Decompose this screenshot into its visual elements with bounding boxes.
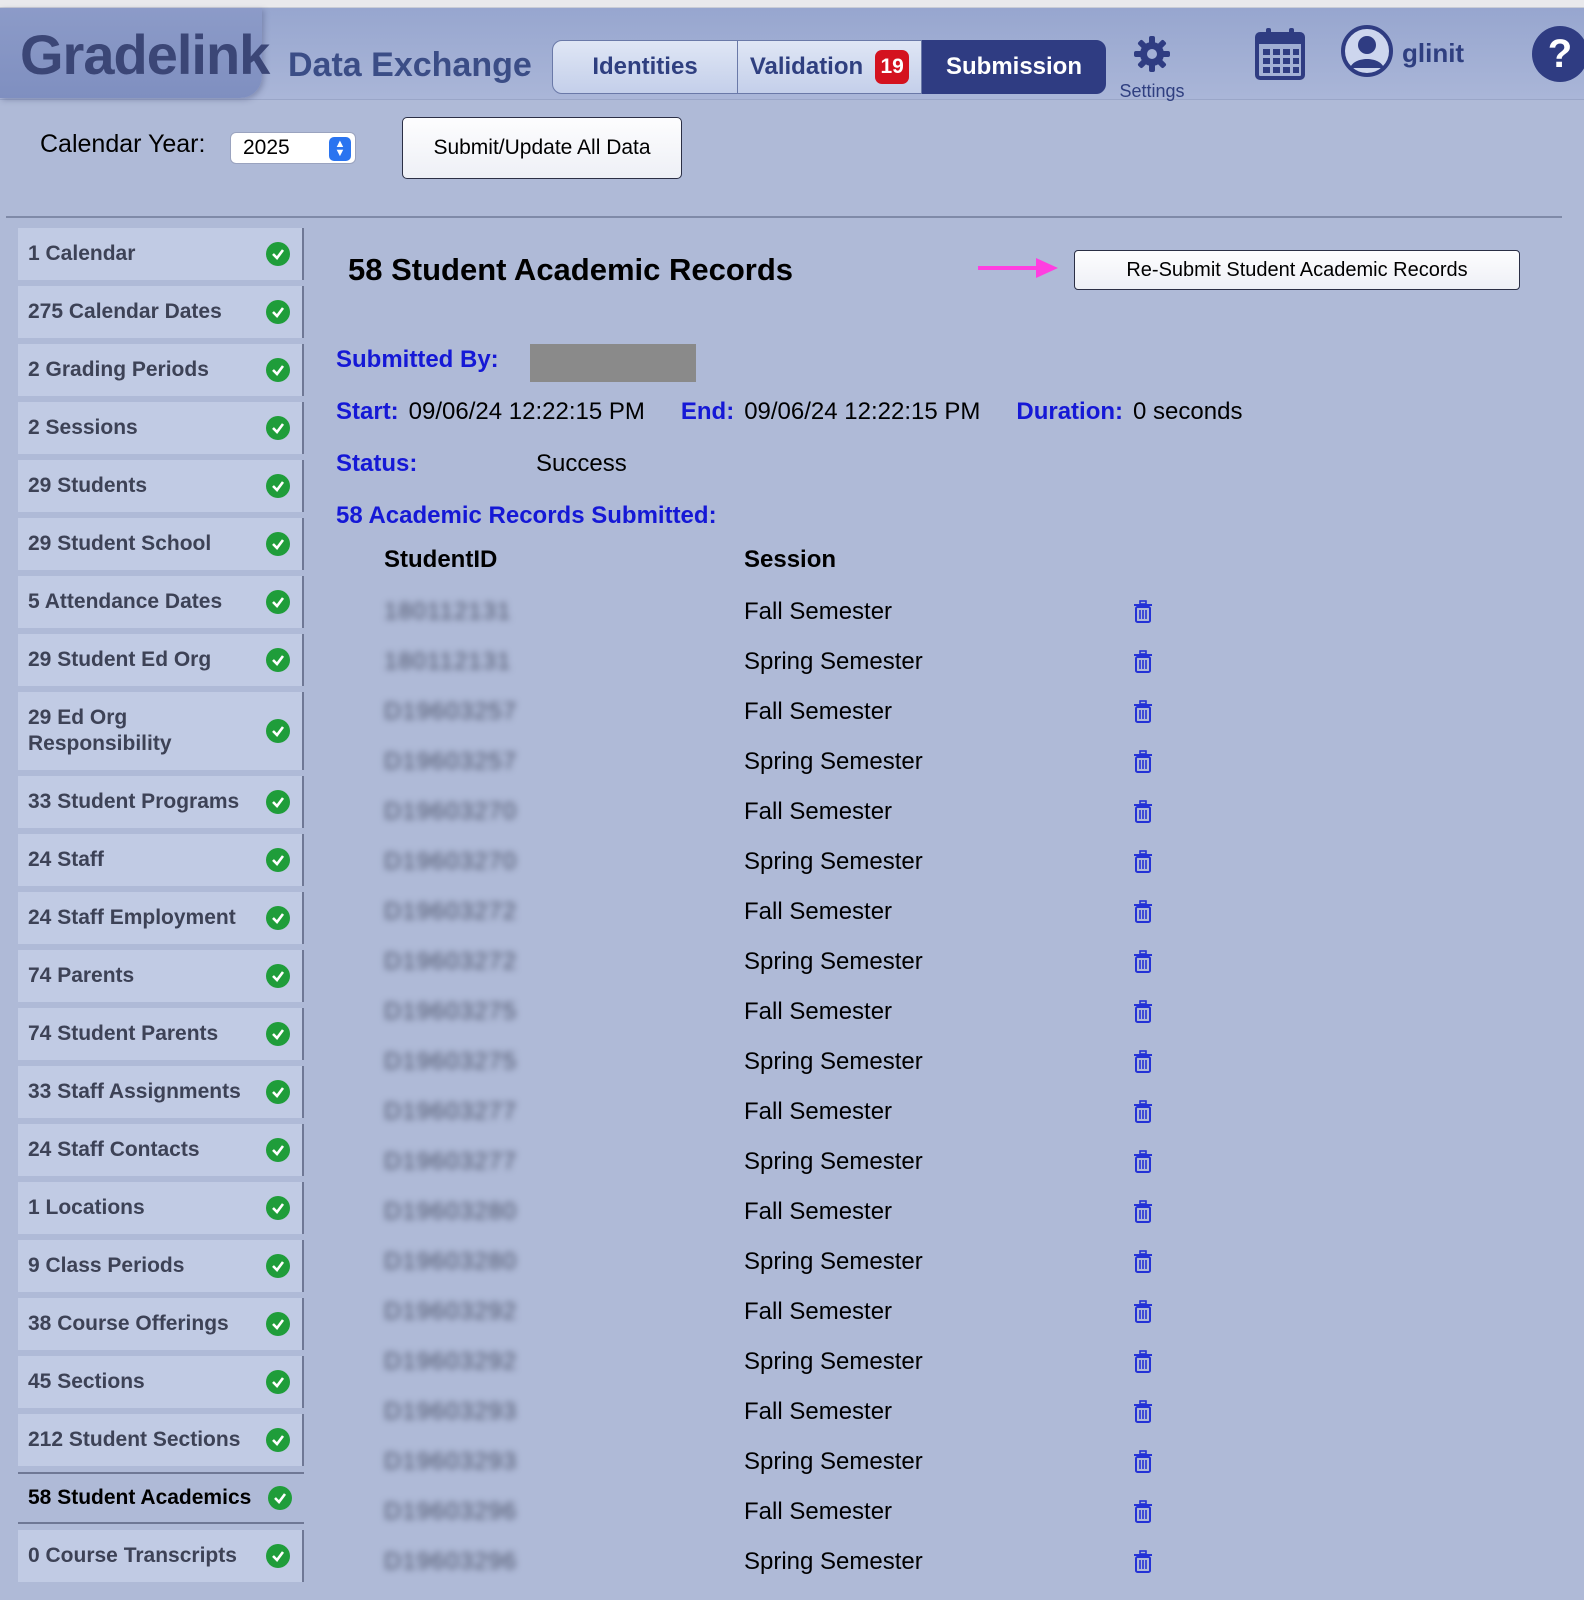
table-row <box>0 1438 1584 1488</box>
check-icon <box>266 416 290 440</box>
sidebar-item[interactable] <box>18 460 304 512</box>
student-id-cell: D19603293 <box>384 1448 518 1475</box>
session-cell: Spring Semester <box>744 1148 923 1175</box>
trash-icon[interactable] <box>1132 1300 1154 1329</box>
session-cell: Spring Semester <box>744 1348 923 1375</box>
session-cell: Spring Semester <box>744 1248 923 1275</box>
sidebar-item-label: 29 Student Ed Org <box>28 648 212 671</box>
tab-identities-label: Identities <box>592 53 698 80</box>
session-cell: Fall Semester <box>744 1298 893 1325</box>
trash-icon[interactable] <box>1132 1350 1154 1379</box>
tab-identities[interactable] <box>552 40 738 94</box>
sidebar-item-label: 29 Students <box>28 474 148 497</box>
tab-validation-label: Validation <box>749 53 864 80</box>
trash-icon[interactable] <box>1132 1000 1154 1029</box>
end-label: End: <box>680 398 735 425</box>
student-id-cell: D19603257 <box>384 748 518 775</box>
sidebar-item[interactable] <box>18 402 304 454</box>
username: glinit <box>1402 38 1465 68</box>
redacted-submitter <box>530 344 696 382</box>
app-title: Data Exchange <box>288 46 532 84</box>
session-cell: Spring Semester <box>744 1448 923 1475</box>
start-label: Start: <box>336 398 399 425</box>
records-table <box>0 588 1584 1588</box>
check-icon <box>266 358 290 382</box>
logo-block <box>0 8 270 98</box>
session-cell: Spring Semester <box>744 648 923 675</box>
check-icon <box>266 242 290 266</box>
logo: Gradelink <box>20 23 270 86</box>
duration-label: Duration: <box>1016 398 1124 425</box>
table-row <box>0 938 1584 988</box>
student-id-cell: D19603292 <box>384 1348 518 1375</box>
student-id-cell: D19603280 <box>384 1248 518 1275</box>
student-id-cell: 180112131 <box>384 598 512 625</box>
check-icon <box>266 300 290 324</box>
main-tabs <box>552 40 1106 94</box>
check-icon <box>266 474 290 498</box>
column-header-studentid: StudentID <box>384 546 498 573</box>
trash-icon[interactable] <box>1132 1450 1154 1479</box>
student-id-cell: D19603277 <box>384 1098 518 1125</box>
sidebar-item-label: 2 Sessions <box>28 416 138 439</box>
session-cell: Fall Semester <box>744 1498 893 1525</box>
table-row <box>0 1488 1584 1538</box>
student-id-cell: D19603272 <box>384 948 518 975</box>
help-label: ? <box>1547 31 1573 76</box>
table-row <box>0 688 1584 738</box>
sidebar-item-label: 29 Ed Org Responsibility <box>28 706 172 755</box>
resubmit-button[interactable]: Re-Submit Student Academic Records <box>1074 250 1520 290</box>
tab-submission[interactable] <box>922 40 1106 94</box>
student-id-cell: D19603275 <box>384 1048 518 1075</box>
records-heading: 58 Academic Records Submitted: <box>336 502 717 529</box>
session-cell: Spring Semester <box>744 1048 923 1075</box>
table-row <box>0 588 1584 638</box>
trash-icon[interactable] <box>1132 750 1154 779</box>
session-cell: Spring Semester <box>744 948 923 975</box>
student-id-cell: D19603270 <box>384 798 518 825</box>
trash-icon[interactable] <box>1132 1400 1154 1429</box>
session-cell: Fall Semester <box>744 1098 893 1125</box>
table-row <box>0 888 1584 938</box>
trash-icon[interactable] <box>1132 1150 1154 1179</box>
sidebar-item-label: 2 Grading Periods <box>28 358 209 381</box>
help-icon[interactable] <box>1532 26 1584 82</box>
table-row <box>0 1338 1584 1388</box>
trash-icon[interactable] <box>1132 1100 1154 1129</box>
sidebar-item-label: 24 Staff Employment <box>28 906 236 929</box>
table-row <box>0 788 1584 838</box>
duration-value: 0 seconds <box>1133 398 1243 425</box>
arrow-icon <box>978 256 1060 285</box>
user-menu[interactable] <box>1340 24 1464 83</box>
student-id-cell: D19603257 <box>384 698 518 725</box>
table-row <box>0 1038 1584 1088</box>
session-cell: Spring Semester <box>744 748 923 775</box>
settings-button[interactable] <box>1112 34 1192 102</box>
sidebar-item-label: 1 Calendar <box>28 242 136 265</box>
session-cell: Fall Semester <box>744 798 893 825</box>
divider <box>6 216 1562 218</box>
student-id-cell: D19603296 <box>384 1498 518 1525</box>
table-row <box>0 1188 1584 1238</box>
column-header-session: Session <box>744 546 837 573</box>
session-cell: Fall Semester <box>744 998 893 1025</box>
table-row <box>0 1538 1584 1588</box>
student-id-cell: D19603296 <box>384 1548 518 1575</box>
sidebar-item-label: 74 Student Parents <box>28 1022 219 1045</box>
validation-count-badge: 19 <box>875 50 909 84</box>
tab-submission-label: Submission <box>945 53 1083 80</box>
trash-icon[interactable] <box>1132 650 1154 679</box>
trash-icon[interactable] <box>1132 1050 1154 1079</box>
trash-icon[interactable] <box>1132 700 1154 729</box>
student-id-cell: D19603275 <box>384 998 518 1025</box>
check-icon <box>266 532 290 556</box>
session-cell: Spring Semester <box>744 1548 923 1575</box>
table-row <box>0 1388 1584 1438</box>
time-row <box>336 398 1242 426</box>
sidebar-item-label: 1 Locations <box>28 1196 145 1219</box>
trash-icon[interactable] <box>1132 1500 1154 1529</box>
sidebar-item-label: 0 Course Transcripts <box>28 1544 237 1567</box>
sidebar-item[interactable] <box>18 344 304 396</box>
calendar-year-value: 2025 <box>243 136 290 159</box>
trash-icon[interactable] <box>1132 900 1154 929</box>
table-row <box>0 1288 1584 1338</box>
session-cell: Fall Semester <box>744 1398 893 1425</box>
calendar-year-select[interactable] <box>230 132 356 164</box>
sidebar-item-label: 24 Staff <box>28 848 104 871</box>
session-cell: Fall Semester <box>744 598 893 625</box>
trash-icon[interactable] <box>1132 600 1154 629</box>
table-row <box>0 738 1584 788</box>
user-icon <box>1340 24 1394 83</box>
student-id-cell: D19603293 <box>384 1398 518 1425</box>
sidebar-item-label: 33 Staff Assignments <box>28 1080 241 1103</box>
sidebar-item-label: 24 Staff Contacts <box>28 1138 200 1161</box>
gear-icon <box>1132 61 1172 78</box>
tab-validation[interactable] <box>738 40 922 94</box>
trash-icon[interactable] <box>1132 1250 1154 1279</box>
student-id-cell: D19603272 <box>384 898 518 925</box>
student-id-cell: D19603277 <box>384 1148 518 1175</box>
table-row <box>0 1238 1584 1288</box>
table-row <box>0 1138 1584 1188</box>
table-row <box>0 988 1584 1038</box>
sidebar-item-label: 45 Sections <box>28 1370 145 1393</box>
trash-icon[interactable] <box>1132 1550 1154 1579</box>
student-id-cell: D19603280 <box>384 1198 518 1225</box>
table-row <box>0 1088 1584 1138</box>
sidebar-item[interactable] <box>18 518 304 570</box>
trash-icon[interactable] <box>1132 1200 1154 1229</box>
end-value: 09/06/24 12:22:15 PM <box>744 398 981 425</box>
session-cell: Fall Semester <box>744 898 893 925</box>
browser-top-strip <box>0 0 1584 8</box>
submit-update-all-button[interactable]: Submit/Update All Data <box>402 117 682 179</box>
sidebar-item-label: 5 Attendance Dates <box>28 590 223 613</box>
settings-label: Settings <box>1119 81 1185 101</box>
sidebar-item[interactable] <box>18 228 304 280</box>
sidebar-item-label: 74 Parents <box>28 964 135 987</box>
sidebar-item-label: 58 Student Academics <box>28 1486 252 1509</box>
calendar-icon[interactable] <box>1254 26 1306 87</box>
page-title: 58 Student Academic Records <box>348 252 794 287</box>
session-cell: Fall Semester <box>744 1198 893 1225</box>
session-cell: Fall Semester <box>744 698 893 725</box>
sidebar-item-label: 29 Student School <box>28 532 212 555</box>
student-id-cell: D19603292 <box>384 1298 518 1325</box>
sidebar-item[interactable] <box>18 286 304 338</box>
start-value: 09/06/24 12:22:15 PM <box>408 398 645 425</box>
trash-icon[interactable] <box>1132 850 1154 879</box>
submitted-by-label: Submitted By: <box>336 346 499 373</box>
trash-icon[interactable] <box>1132 950 1154 979</box>
table-row <box>0 838 1584 888</box>
select-arrows-icon: ▲ ▼ <box>329 137 351 161</box>
student-id-cell: D19603270 <box>384 848 518 875</box>
session-cell: Spring Semester <box>744 848 923 875</box>
sidebar-item-label: 38 Course Offerings <box>28 1312 229 1335</box>
calendar-year-label: Calendar Year: <box>40 130 206 158</box>
table-row <box>0 638 1584 688</box>
student-id-cell: 180112131 <box>384 648 512 675</box>
sidebar-item-label: 33 Student Programs <box>28 790 240 813</box>
trash-icon[interactable] <box>1132 800 1154 829</box>
sidebar-item-label: 9 Class Periods <box>28 1254 185 1277</box>
sidebar-item-label: 275 Calendar Dates <box>28 300 222 323</box>
status-value: Success <box>536 450 627 477</box>
status-label: Status: <box>336 450 418 477</box>
sidebar-item-label: 212 Student Sections <box>28 1428 241 1451</box>
